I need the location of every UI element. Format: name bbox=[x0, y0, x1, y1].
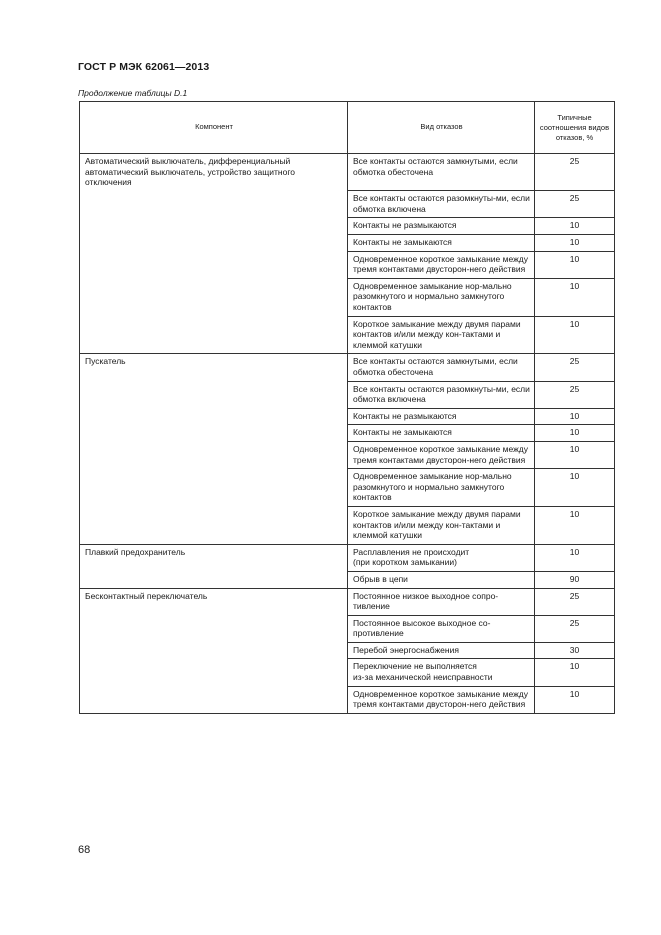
ratio-cell: 10 bbox=[535, 251, 615, 278]
component-cell-empty bbox=[80, 408, 348, 425]
document-id-header: ГОСТ Р МЭК 62061—2013 bbox=[78, 61, 210, 73]
component-cell-empty bbox=[80, 659, 348, 686]
ratio-cell: 25 bbox=[535, 381, 615, 408]
component-cell: Пускатель bbox=[80, 354, 348, 381]
component-cell-empty bbox=[80, 506, 348, 544]
table-row bbox=[80, 278, 615, 316]
ratio-cell: 30 bbox=[535, 642, 615, 659]
component-cell-empty bbox=[80, 469, 348, 507]
component-cell-empty bbox=[80, 441, 348, 468]
table-row bbox=[80, 686, 615, 713]
table-row bbox=[80, 642, 615, 659]
component-cell-empty bbox=[80, 316, 348, 354]
failure-mode-cell: Перебой энергоснабжения bbox=[348, 642, 535, 659]
ratio-cell: 10 bbox=[535, 441, 615, 468]
component-cell-empty bbox=[80, 686, 348, 713]
table-row bbox=[80, 251, 615, 278]
table-row bbox=[80, 191, 615, 218]
failure-mode-cell: Контакты не замыкаются bbox=[348, 235, 535, 252]
ratio-cell: 10 bbox=[535, 408, 615, 425]
ratio-cell: 10 bbox=[535, 469, 615, 507]
failure-mode-cell: Обрыв в цепи bbox=[348, 571, 535, 588]
ratio-cell: 25 bbox=[535, 191, 615, 218]
component-cell-empty bbox=[80, 615, 348, 642]
table-row bbox=[80, 588, 615, 615]
failure-mode-cell: Контакты не замыкаются bbox=[348, 425, 535, 442]
table-row bbox=[80, 154, 615, 191]
ratio-cell: 90 bbox=[535, 571, 615, 588]
table-row bbox=[80, 316, 615, 354]
table-row bbox=[80, 218, 615, 235]
failure-mode-cell: Одновременное замыкание нор-мально разомкнутого и нормально замкнутого контактов bbox=[348, 469, 535, 507]
table-header-row bbox=[80, 102, 615, 154]
table-row bbox=[80, 659, 615, 686]
component-cell: Бесконтактный переключатель bbox=[80, 588, 348, 615]
ratio-cell: 25 bbox=[535, 588, 615, 615]
failure-mode-cell: Все контакты остаются разомкнуты-ми, если обмотка включена bbox=[348, 381, 535, 408]
table-row bbox=[80, 381, 615, 408]
component-cell-empty bbox=[80, 278, 348, 316]
failure-mode-cell: Все контакты остаются замкнутыми, если обмотка обесточена bbox=[348, 154, 535, 191]
component-cell-empty bbox=[80, 642, 348, 659]
component-cell-empty bbox=[80, 191, 348, 218]
component-cell-empty bbox=[80, 251, 348, 278]
table-body bbox=[80, 154, 615, 714]
failure-mode-cell: Одновременное короткое замыкание между тремя контактами двусторон-него действия bbox=[348, 686, 535, 713]
failure-mode-cell: Одновременное короткое замыкание между тремя контактами двусторон-него действия bbox=[348, 251, 535, 278]
component-cell-empty bbox=[80, 571, 348, 588]
component-cell: Плавкий предохранитель bbox=[80, 544, 348, 571]
table-row bbox=[80, 235, 615, 252]
table-row bbox=[80, 425, 615, 442]
ratio-cell: 10 bbox=[535, 278, 615, 316]
failure-mode-cell: Переключение не выполняется из-за механической неисправности bbox=[348, 659, 535, 686]
ratio-cell: 10 bbox=[535, 686, 615, 713]
failure-mode-cell: Короткое замыкание между двумя парами контактов и/или между кон-тактами и клеммой катушки bbox=[348, 506, 535, 544]
failure-mode-cell: Контакты не размыкаются bbox=[348, 408, 535, 425]
column-header-component: Компонент bbox=[80, 102, 348, 154]
failure-mode-cell: Все контакты остаются разомкнуты-ми, если обмотка включена bbox=[348, 191, 535, 218]
ratio-cell: 10 bbox=[535, 544, 615, 571]
table-row bbox=[80, 506, 615, 544]
table-row bbox=[80, 469, 615, 507]
failure-mode-cell: Постоянное низкое выходное сопро-тивление bbox=[348, 588, 535, 615]
component-cell-empty bbox=[80, 218, 348, 235]
failure-mode-cell: Короткое замыкание между двумя парами контактов и/или между кон-тактами и клеммой катушки bbox=[348, 316, 535, 354]
component-cell-empty bbox=[80, 425, 348, 442]
ratio-cell: 10 bbox=[535, 218, 615, 235]
failure-mode-cell: Все контакты остаются замкнутыми, если обмотка обесточена bbox=[348, 354, 535, 381]
column-header-ratio: Типичные соотношения видов отказов, % bbox=[535, 102, 615, 154]
ratio-cell: 25 bbox=[535, 154, 615, 191]
ratio-cell: 10 bbox=[535, 235, 615, 252]
failure-mode-cell: Постоянное высокое выходное со-противление bbox=[348, 615, 535, 642]
column-header-failure-mode: Вид отказов bbox=[348, 102, 535, 154]
failure-mode-cell: Расплавления не происходит (при коротком замыкании) bbox=[348, 544, 535, 571]
component-cell: Автоматический выключатель, дифференциальный автоматический выключатель, устройство защитного отключения bbox=[80, 154, 348, 191]
table-row bbox=[80, 544, 615, 571]
component-cell-empty bbox=[80, 381, 348, 408]
table-row bbox=[80, 408, 615, 425]
failure-mode-cell: Контакты не размыкаются bbox=[348, 218, 535, 235]
table-row bbox=[80, 441, 615, 468]
ratio-cell: 25 bbox=[535, 615, 615, 642]
ratio-cell: 10 bbox=[535, 506, 615, 544]
ratio-cell: 10 bbox=[535, 425, 615, 442]
table-row bbox=[80, 354, 615, 381]
failure-mode-cell: Одновременное замыкание нор-мально разомкнутого и нормально замкнутого контактов bbox=[348, 278, 535, 316]
ratio-cell: 10 bbox=[535, 316, 615, 354]
failure-mode-cell: Одновременное короткое замыкание между тремя контактами двусторон-него действия bbox=[348, 441, 535, 468]
failure-modes-table bbox=[79, 101, 615, 714]
ratio-cell: 10 bbox=[535, 659, 615, 686]
table-row bbox=[80, 615, 615, 642]
ratio-cell: 25 bbox=[535, 354, 615, 381]
table-row bbox=[80, 571, 615, 588]
table-caption: Продолжение таблицы D.1 bbox=[78, 88, 188, 98]
component-cell-empty bbox=[80, 235, 348, 252]
page-number: 68 bbox=[78, 844, 91, 856]
